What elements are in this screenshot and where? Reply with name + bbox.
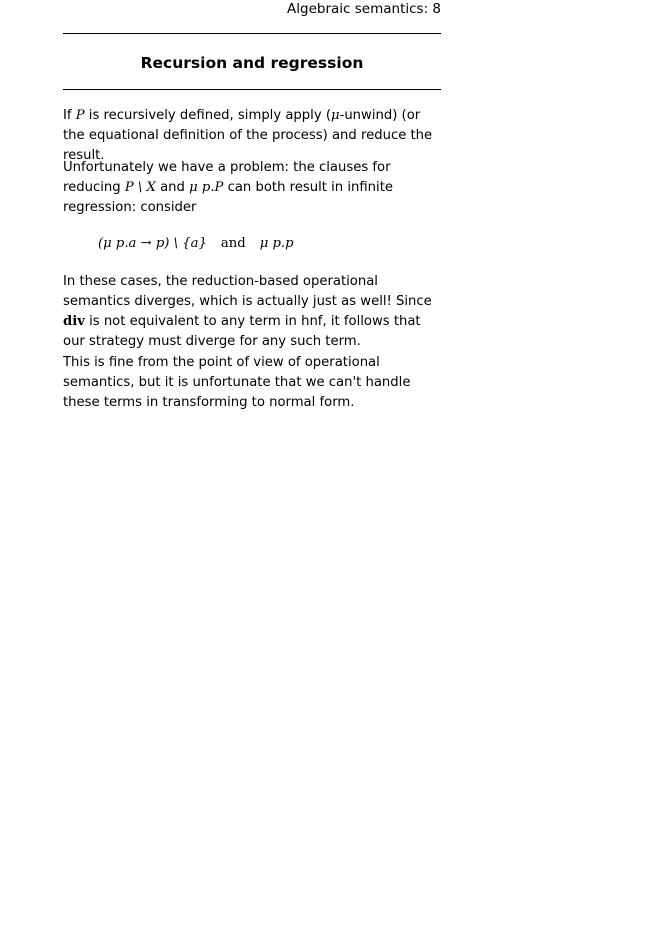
text: In these cases, the reduction-based operational semantics diverges, which is actually just as well! Since — [63, 274, 432, 309]
math-mu: μ — [330, 108, 340, 123]
math-display-expr1: (μ p.a → p) \ {a} — [98, 236, 207, 251]
text: can both result in infinite regression: consider — [63, 180, 393, 215]
paragraph-problem — [63, 158, 441, 218]
text: is not equivalent to any term in hnf, it follows that our strategy must diverge for any such term. — [63, 314, 421, 349]
section-title: Recursion and regression — [140, 54, 364, 72]
paragraph-divergence — [63, 272, 441, 352]
math-var-p: P — [75, 108, 85, 123]
term-div: div — [63, 314, 85, 329]
running-head: Algebraic semantics: 8 — [287, 1, 441, 17]
math-display-expr2: μ p.p — [259, 236, 294, 251]
text: -unwind) (or the equational definition of the process) and reduce the result. — [63, 108, 433, 163]
paragraph-conclusion: This is fine from the point of view of operational semantics, but it is unfortunate that we can't handle these terms in transforming to normal form. — [63, 355, 411, 410]
text: If — [63, 108, 76, 123]
math-display-and: and — [220, 236, 246, 251]
text: Unfortunately we have a problem: the clauses for reducing — [63, 160, 391, 195]
display-equation — [98, 234, 294, 254]
bottom-rule — [63, 89, 441, 90]
paragraph-recursive-definition — [63, 106, 441, 166]
math-hiding-expr: P \ X — [124, 180, 156, 195]
text: is recursively defined, simply apply ( — [84, 108, 331, 123]
top-rule — [63, 33, 441, 34]
math-mu-expr: μ p.P — [189, 180, 224, 195]
text: and — [155, 180, 190, 195]
